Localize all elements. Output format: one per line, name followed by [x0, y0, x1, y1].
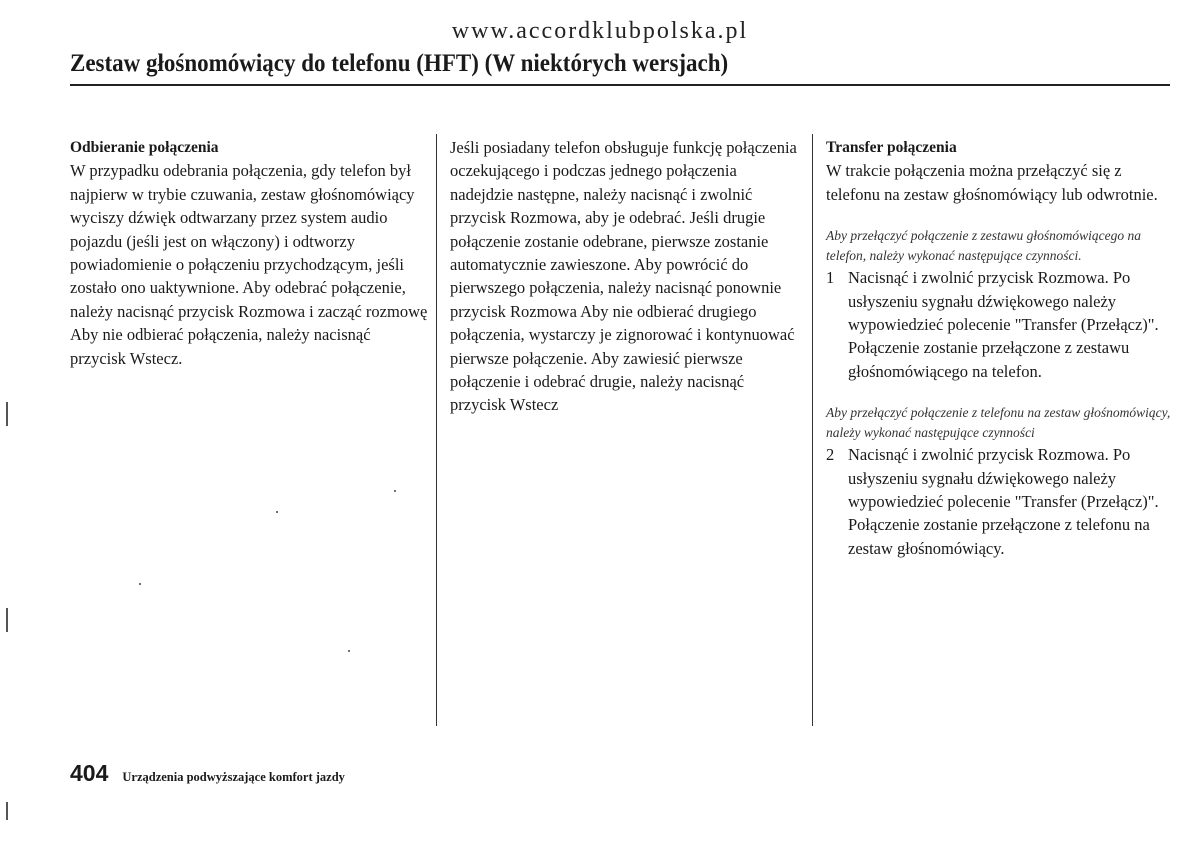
- column-call-waiting: [450, 136, 802, 417]
- section-heading-transfer: Transfer połączenia: [826, 139, 957, 156]
- column-divider: [436, 134, 437, 726]
- call-waiting-body-text: Jeśli posiadany telefon obsługuje funkcję połączenia oczekującego i podczas jednego połączenia nadejdzie następne, należy nacisnąć i zwolnić przycisk Rozmowa, aby je odebrać. Jeśli drugie połączenie zostanie odebrane, pierwsze zostanie automatycznie zawieszone. Aby powrócić do pierwszego połączenia, należy nacisnąć ponownie przycisk Rozmowa Aby nie odbierać drugiego połączenia, wystarczy je zignorować i kontynuować pierwsze połączenie. Aby zawiesić pierwsze połączenie i odebrać drugie, należy nacisnąć przycisk Wstecz: [450, 138, 797, 415]
- column-divider: [812, 134, 813, 726]
- transfer-note-to-phone: Aby przełączyć połączenie z zestawu głośnomówiącego na telefon, należy wykonać następujące czynności.: [826, 228, 1141, 264]
- scan-speck: [394, 490, 396, 492]
- step-number: 1: [826, 268, 835, 288]
- column-answering-calls: [70, 136, 430, 370]
- scan-speck: [348, 650, 350, 652]
- page-number: 404: [70, 760, 109, 786]
- transfer-intro-text: W trakcie połączenia można przełączyć się z telefonu na zestaw głośnomówiący lub odwrotnie.: [826, 161, 1158, 204]
- site-url: www.accordklubpolska.pl: [451, 18, 749, 44]
- section-heading-answering: Odbieranie połączenia: [70, 139, 219, 156]
- title-rule: [70, 84, 1170, 86]
- page-title: Zestaw głośnomówiący do telefonu (HFT) (W niektórych wersjach): [70, 50, 729, 77]
- scan-speck: [276, 511, 278, 513]
- answering-body-text: W przypadku odebrania połączenia, gdy telefon był najpierw w trybie czuwania, zestaw głośnomówiący wyciszy dźwięk odtwarzany przez system audio pojazdu (jeśli jest on włączony) i odtworzy powiadomienie o połączeniu przychodzącym, jeśli zostało ono uaktywnione. Aby odebrać połączenie, należy nacisnąć przycisk Rozmowa i zacząć rozmowę Aby nie odbierać połączenia, należy nacisnąć przycisk Wstecz.: [70, 161, 428, 368]
- scan-edge-mark: [6, 608, 8, 632]
- step-text: Nacisnąć i zwolnić przycisk Rozmowa. Po usłyszeniu sygnału dźwiękowego należy wypowiedzieć polecenie "Transfer (Przełącz)". Połączenie zostanie przełączone z zestawu głośnomówiącego na telefon.: [848, 268, 1159, 381]
- step-number: 2: [826, 445, 835, 465]
- footer-section-title: Urządzenia podwyższające komfort jazdy: [122, 770, 345, 784]
- step-item: [826, 443, 1176, 560]
- scan-edge-mark: [6, 802, 8, 820]
- step-text: Nacisnąć i zwolnić przycisk Rozmowa. Po usłyszeniu sygnału dźwiękowego należy wypowiedzieć polecenie "Transfer (Przełącz)". Połączenie zostanie przełączone z telefonu na zestaw głośnomówiący.: [848, 445, 1159, 558]
- transfer-note-to-handsfree: Aby przełączyć połączenie z telefonu na zestaw głośnomówiący, należy wykonać następujące czynności: [826, 405, 1171, 441]
- page-footer: [70, 760, 345, 787]
- scan-speck: [139, 583, 141, 585]
- step-item: [826, 266, 1176, 383]
- column-call-transfer: [826, 136, 1176, 560]
- scan-edge-mark: [6, 402, 8, 426]
